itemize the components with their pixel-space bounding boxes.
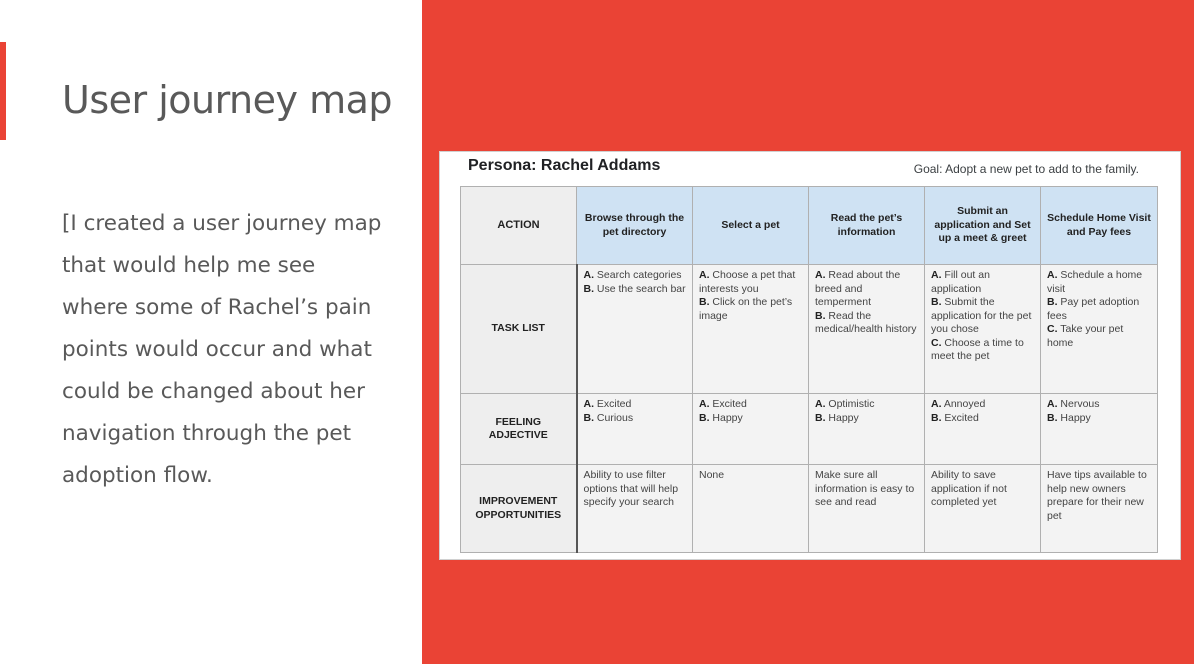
item-letter: C.: [1047, 323, 1058, 335]
item-letter: A.: [931, 269, 942, 281]
stage-header-row: [461, 187, 1158, 265]
item-text: Choose a pet that interests you: [699, 269, 796, 295]
stage-header: Submit an application and Set up a meet & greet: [925, 187, 1041, 265]
cell-item: [1047, 269, 1151, 296]
item-text: Annoyed: [941, 398, 986, 410]
action-header: ACTION: [461, 187, 577, 265]
cell-item: [815, 412, 918, 426]
item-letter: B.: [931, 411, 942, 424]
cell-item: [931, 398, 1034, 412]
cell-item: [931, 269, 1034, 296]
item-letter: C.: [931, 336, 942, 349]
item-letter: A.: [699, 269, 710, 281]
cell-item: [815, 469, 918, 510]
row-label: TASK LIST: [461, 265, 577, 394]
item-text: None: [699, 469, 725, 481]
cell-item: [584, 469, 687, 510]
cell-item: [1047, 323, 1151, 350]
item-text: Excited: [709, 398, 747, 410]
cell-item: [815, 310, 918, 337]
stage-header: Schedule Home Visit and Pay fees: [1041, 187, 1158, 265]
item-letter: A.: [699, 398, 710, 410]
item-text: Happy: [709, 411, 743, 424]
item-text: Have tips available to help new owners prepare for their new pet: [1047, 469, 1147, 522]
table-cell: [693, 394, 809, 465]
cell-item: [931, 412, 1034, 426]
item-letter: B.: [699, 411, 710, 424]
item-letter: A.: [583, 398, 594, 410]
table-cell: [809, 265, 925, 394]
item-letter: B.: [583, 282, 594, 295]
item-letter: A.: [815, 398, 826, 410]
item-letter: B.: [1047, 296, 1058, 308]
journey-map-table: [460, 186, 1158, 553]
item-letter: B.: [583, 411, 594, 424]
persona-label: Persona: Rachel Addams: [468, 157, 661, 174]
table-cell: [925, 265, 1041, 394]
item-text: Search categories: [594, 269, 682, 281]
item-text: Pay pet adoption fees: [1047, 296, 1140, 322]
cell-item: [815, 398, 918, 412]
item-text: Nervous: [1057, 398, 1100, 410]
table-cell: [1041, 465, 1158, 553]
table-cell: [1041, 394, 1158, 465]
item-text: Ability to save application if not completed yet: [931, 469, 1007, 508]
cell-item: [1047, 469, 1151, 523]
slide-body-text: [I created a user journey map that would help me see where some of Rachel’s pain points would occur and what could be changed about her navigation through the pet adoption flow.: [62, 211, 382, 488]
item-text: Optimistic: [825, 398, 875, 410]
cell-item: [584, 398, 687, 412]
item-letter: B.: [699, 296, 710, 308]
item-text: Curious: [594, 411, 634, 424]
table-cell: [1041, 265, 1158, 394]
cell-item: [1047, 398, 1151, 412]
item-text: Take your pet home: [1047, 323, 1124, 349]
item-letter: B.: [815, 411, 826, 424]
feeling-row: [461, 394, 1158, 465]
item-text: Read the medical/health history: [815, 309, 917, 335]
item-text: Use the search bar: [594, 282, 686, 295]
item-text: Fill out an application: [931, 269, 990, 295]
item-letter: A.: [931, 398, 942, 410]
cell-item: [931, 469, 1034, 510]
cell-item: [931, 337, 1034, 364]
row-label: IMPROVEMENT OPPORTUNITIES: [461, 465, 577, 553]
cell-item: [584, 283, 687, 297]
cell-item: [699, 269, 802, 296]
stage-header: Select a pet: [693, 187, 809, 265]
table-cell: [577, 394, 693, 465]
cell-item: [931, 296, 1034, 337]
item-text: Read about the breed and temperment: [815, 269, 901, 308]
cell-item: [584, 412, 687, 426]
item-text: Happy: [825, 411, 859, 424]
stage-header: Read the pet’s information: [809, 187, 925, 265]
item-text: Choose a time to meet the pet: [931, 336, 1024, 362]
cell-item: [699, 469, 802, 483]
cell-item: [1047, 296, 1151, 323]
item-text: Excited: [594, 398, 632, 410]
item-text: Submit the application for the pet you chose: [931, 296, 1032, 335]
row-label: FEELING ADJECTIVE: [461, 394, 577, 465]
cell-item: [815, 269, 918, 310]
table-cell: [809, 465, 925, 553]
cell-item: [1047, 412, 1151, 426]
table-cell: [925, 465, 1041, 553]
table-cell: [693, 265, 809, 394]
item-letter: A.: [815, 269, 826, 281]
cell-item: [699, 296, 802, 323]
stage-header: Browse through the pet directory: [577, 187, 693, 265]
cell-item: [699, 398, 802, 412]
title-accent-bar: [0, 42, 6, 140]
item-text: Happy: [1057, 411, 1091, 424]
task-list-row: [461, 265, 1158, 394]
journey-map-image: [439, 151, 1181, 560]
table-cell: [693, 465, 809, 553]
item-text: Schedule a home visit: [1047, 269, 1143, 295]
goal-label: Goal: Adopt a new pet to add to the family.: [913, 162, 1139, 176]
item-text: Ability to use filter options that will help specify your search: [583, 469, 679, 508]
item-letter: B.: [815, 309, 826, 322]
item-text: Click on the pet’s image: [699, 296, 793, 322]
item-letter: A.: [583, 269, 594, 281]
cell-item: [699, 412, 802, 426]
table-cell: [577, 465, 693, 553]
item-letter: B.: [1047, 411, 1058, 424]
item-letter: B.: [931, 296, 942, 308]
item-letter: A.: [1047, 398, 1058, 410]
table-cell: [577, 265, 693, 394]
cell-item: [584, 269, 687, 283]
item-text: Make sure all information is easy to see and read: [815, 469, 915, 508]
slide-title: User journey map: [62, 78, 392, 122]
item-letter: A.: [1047, 269, 1058, 281]
table-cell: [809, 394, 925, 465]
improvement-row: [461, 465, 1158, 553]
table-cell: [925, 394, 1041, 465]
item-text: Excited: [941, 411, 979, 424]
